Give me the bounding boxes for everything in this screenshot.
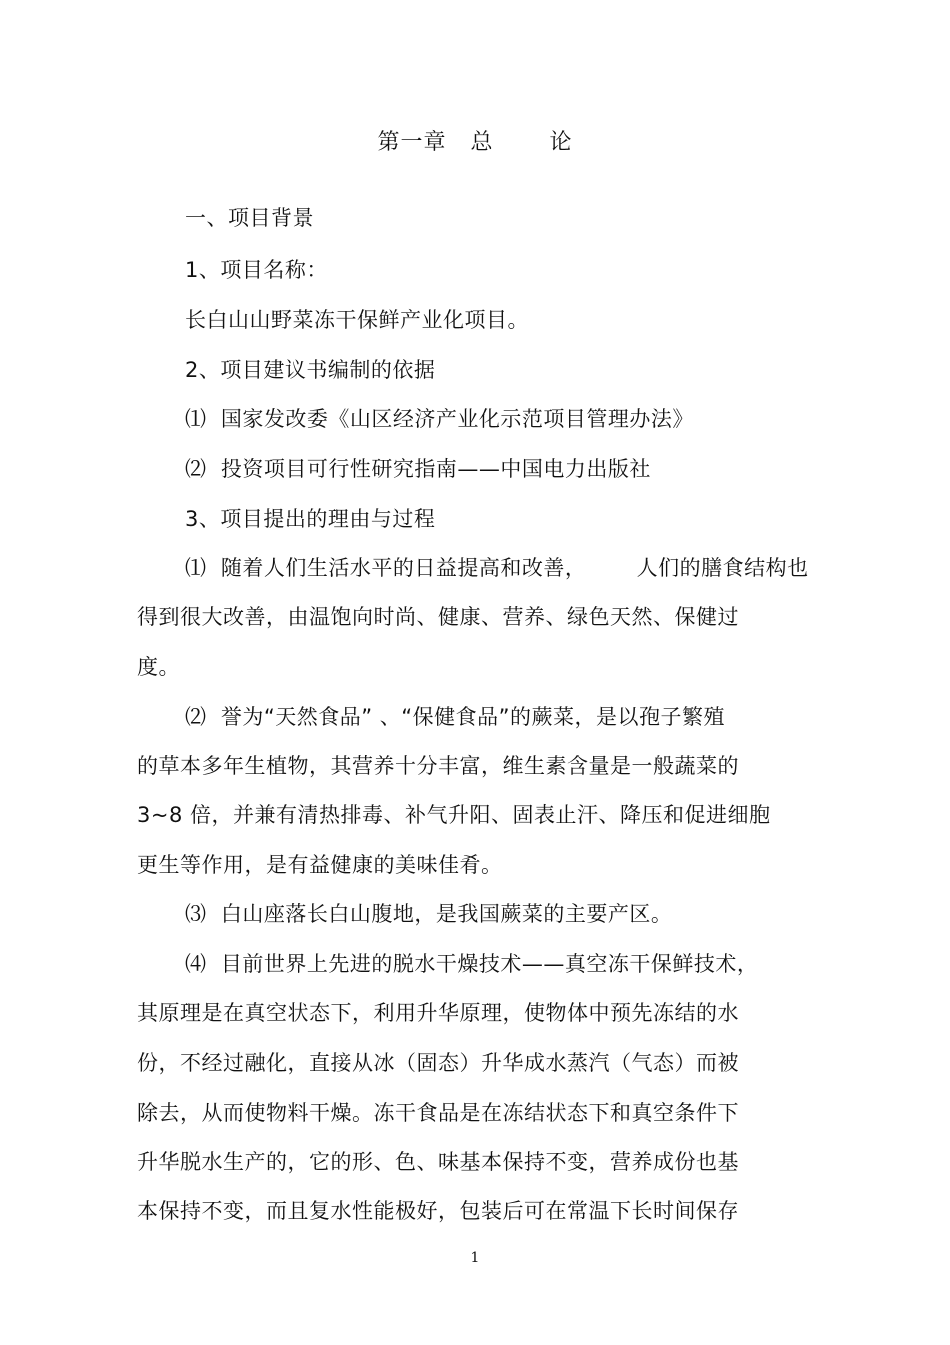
paragraph-line: ⑶ 白山座落长白山腹地，是我国蕨菜的主要产区。 [185,902,673,926]
paragraph-line: 除去，从而使物料干燥。冻干食品是在冻结状态下和真空条件下 [137,1101,739,1125]
chapter-title: 第一章 总 论 [377,130,573,155]
paragraph-line: 更生等作用，是有益健康的美味佳肴。 [137,853,503,877]
paragraph-line: 份，不经过融化，直接从冰（固态）升华成水蒸汽（气态）而被 [137,1051,739,1075]
paragraph-line: 3~8 倍，并兼有清热排毒、补气升阳、固表止汗、降压和促进细胞 [137,803,771,827]
basis-item-1: ⑴ 国家发改委《山区经济产业化示范项目管理办法》 [185,407,694,431]
paragraph-line: 得到很大改善，由温饱向时尚、健康、营养、绿色天然、保健过 [137,605,739,629]
paragraph-line: ⑴ 随着人们生活水平的日益提高和改善， 人们的膳食结构也 [185,556,809,580]
paragraph-line: 升华脱水生产的，它的形、色、味基本保持不变，营养成份也基 [137,1150,739,1174]
paragraph-line: ⑵ 誉为“天然食品” 、“保健食品”的蕨菜，是以孢子繁殖 [185,705,726,729]
paragraph-line: 的草本多年生植物，其营养十分丰富，维生素含量是一般蔬菜的 [137,754,739,778]
section-heading-project-background: 一、项目背景 [185,206,314,230]
subheading-reasons: 3、项目提出的理由与过程 [185,507,436,531]
subheading-basis: 2、项目建议书编制的依据 [185,358,436,382]
paragraph-line: 本保持不变，而且复水性能极好，包装后可在常温下长时间保存 [137,1199,739,1223]
paragraph-line: 其原理是在真空状态下，利用升华原理，使物体中预先冻结的水 [137,1001,739,1025]
subheading-project-name: 1、项目名称： [185,258,328,282]
basis-item-2: ⑵ 投资项目可行性研究指南——中国电力出版社 [185,457,651,481]
project-name-text: 长白山山野菜冻干保鲜产业化项目。 [185,308,529,332]
page-number: 1 [470,1250,480,1266]
paragraph-line: 度。 [137,655,180,679]
paragraph-line: ⑷ 目前世界上先进的脱水干燥技术——真空冻干保鲜技术， [185,952,759,976]
